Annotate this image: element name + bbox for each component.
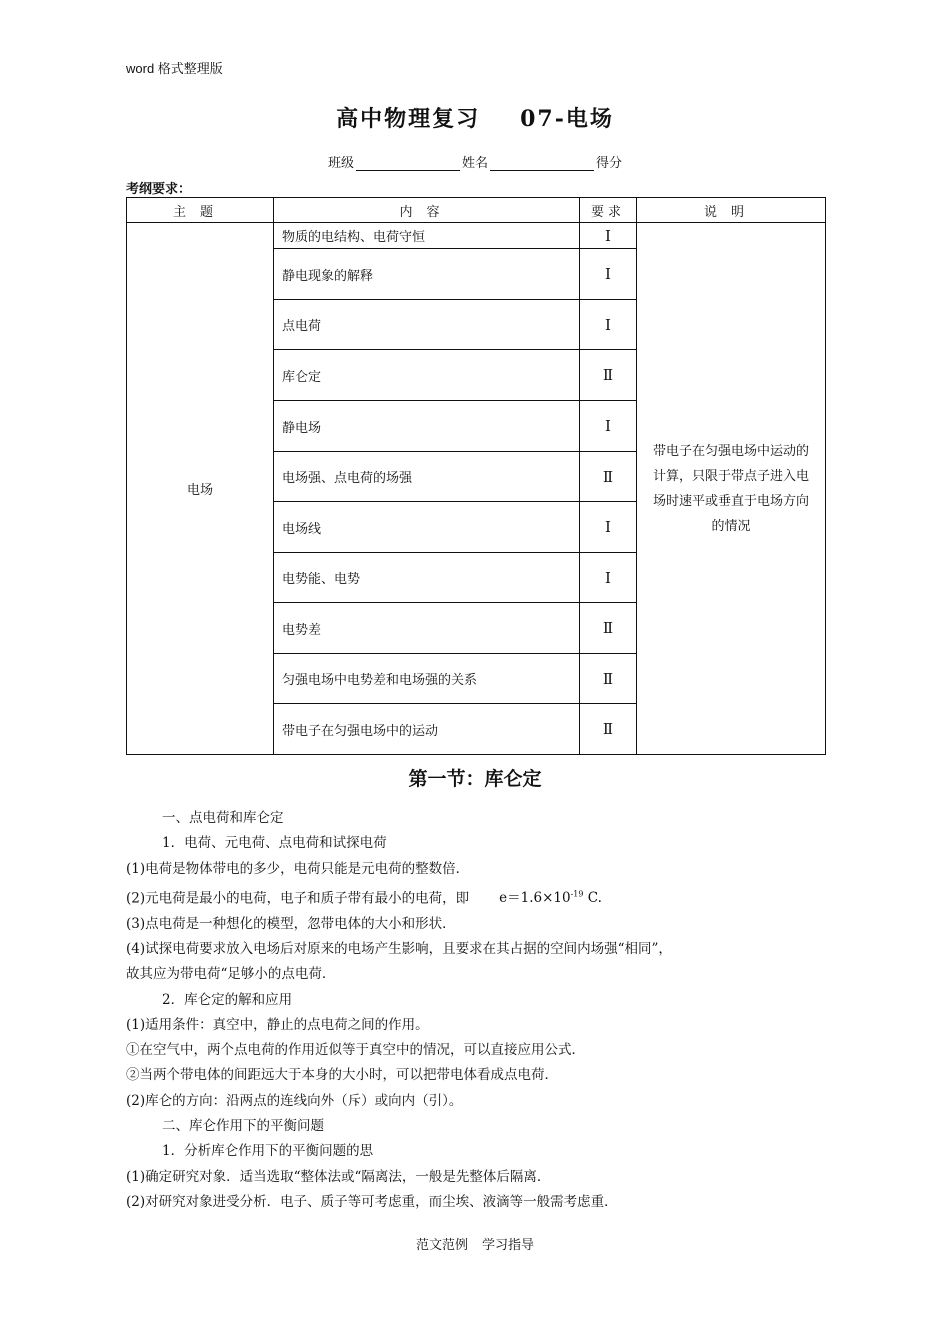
- paragraph: ②当两个带电体的间距远大于本身的大小时，可以把带电体看成点电荷．: [126, 1067, 558, 1084]
- heading-1: 一、点电荷和库仑定: [162, 810, 284, 826]
- topic-cell: 电场: [127, 223, 274, 755]
- page-footer: [0, 1234, 950, 1253]
- paragraph: (2)库仑的方向：沿两点的连线向外（斥）或向内（引）。: [126, 1092, 463, 1109]
- body-text: [126, 806, 826, 1215]
- content-cell: 电场强、点电荷的场强: [274, 452, 580, 502]
- header-content: 内容: [274, 198, 580, 223]
- subheading: 1．分析库仑作用下的平衡问题的思: [162, 1143, 374, 1160]
- paragraph-text: (2)元电荷是最小的电荷，电子和质子带有最小的电荷，即: [126, 890, 470, 907]
- class-label: 班级: [327, 156, 354, 171]
- paragraph: [126, 882, 826, 912]
- paragraph: (4)试探电荷要求放入电场后对原来的电场产生影响，且要求在其占据的空间内场强“相同”，: [126, 940, 672, 957]
- level-cell: Ⅰ: [580, 300, 637, 350]
- section-title: 第一节：库仑定: [408, 768, 542, 790]
- content-cell: 匀强电场中电势差和电场强的关系: [274, 654, 580, 704]
- score-label: 得分: [596, 156, 623, 171]
- paragraph: 故其应为带电荷“足够小的点电荷．: [126, 966, 336, 983]
- name-blank[interactable]: [490, 158, 594, 171]
- level-cell: Ⅰ: [580, 553, 637, 603]
- content-cell: 电场线: [274, 502, 580, 553]
- class-blank[interactable]: [356, 158, 460, 171]
- formula-base: e＝1.6×10: [499, 890, 571, 907]
- requirements-label: 考纲要求：: [126, 182, 192, 197]
- content-cell: 带电子在匀强电场中的运动: [274, 704, 580, 755]
- page-header: word 格式整理版: [126, 61, 223, 76]
- content-cell: 点电荷: [274, 300, 580, 350]
- level-cell: Ⅱ: [580, 452, 637, 502]
- level-cell: Ⅱ: [580, 603, 637, 654]
- level-cell: Ⅱ: [580, 704, 637, 755]
- footer-right: 学习指导: [482, 1238, 535, 1253]
- syllabus-table: [126, 197, 826, 755]
- table-row: [127, 223, 826, 249]
- header-topic: 主题: [127, 198, 274, 223]
- formula-exponent: -19: [570, 889, 584, 899]
- header-note: 说明: [637, 198, 826, 223]
- content-cell: 库仑定: [274, 350, 580, 401]
- student-info-line: [0, 152, 950, 171]
- content-cell: 物质的电结构、电荷守恒: [274, 223, 580, 249]
- charge-formula: [499, 890, 602, 906]
- content-cell: 电势差: [274, 603, 580, 654]
- heading-2: 二、库仑作用下的平衡问题: [162, 1118, 324, 1135]
- level-cell: Ⅰ: [580, 502, 637, 553]
- content-cell: 静电场: [274, 401, 580, 452]
- level-cell: Ⅰ: [580, 223, 637, 249]
- content-cell: 静电现象的解释: [274, 249, 580, 300]
- title-main: 高中物理复习: [336, 106, 481, 132]
- content-cell: 电势能、电势: [274, 553, 580, 603]
- name-label: 姓名: [461, 156, 488, 171]
- level-cell: Ⅰ: [580, 401, 637, 452]
- note-cell: 带电子在匀强电场中运动的计算，只限于带点子进入电场时速平或垂直于电场方向的情况: [637, 223, 826, 755]
- paragraph: ①在空气中，两个点电荷的作用近似等于真空中的情况，可以直接应用公式．: [126, 1042, 585, 1059]
- title-number: 07-电场: [520, 106, 614, 132]
- level-cell: Ⅱ: [580, 350, 637, 401]
- footer-left: 范文范例: [415, 1238, 468, 1253]
- level-cell: Ⅱ: [580, 654, 637, 704]
- paragraph: (2)对研究对象进受分析．电子、质子等可考虑重，而尘埃、液滴等一般需考虑重．: [126, 1193, 618, 1210]
- paragraph: (1)电荷是物体带电的多少，电荷只能是元电荷的整数倍．: [126, 860, 470, 877]
- paragraph: (3)点电荷是一种想化的模型，忽带电体的大小和形状．: [126, 915, 456, 932]
- paragraph: (1)适用条件：真空中，静止的点电荷之间的作用。: [126, 1016, 429, 1033]
- formula-unit: C.: [583, 890, 602, 907]
- subheading: 1．电荷、元电荷、点电荷和试探电荷: [162, 835, 387, 852]
- header-level: 要求: [580, 198, 637, 223]
- page-title: [0, 102, 950, 133]
- table-header-row: [127, 198, 826, 223]
- level-cell: Ⅰ: [580, 249, 637, 300]
- subheading: 2．库仑定的解和应用: [162, 991, 293, 1008]
- paragraph: (1)确定研究对象．适当选取“整体法或“隔离法，一般是先整体后隔离．: [126, 1168, 551, 1185]
